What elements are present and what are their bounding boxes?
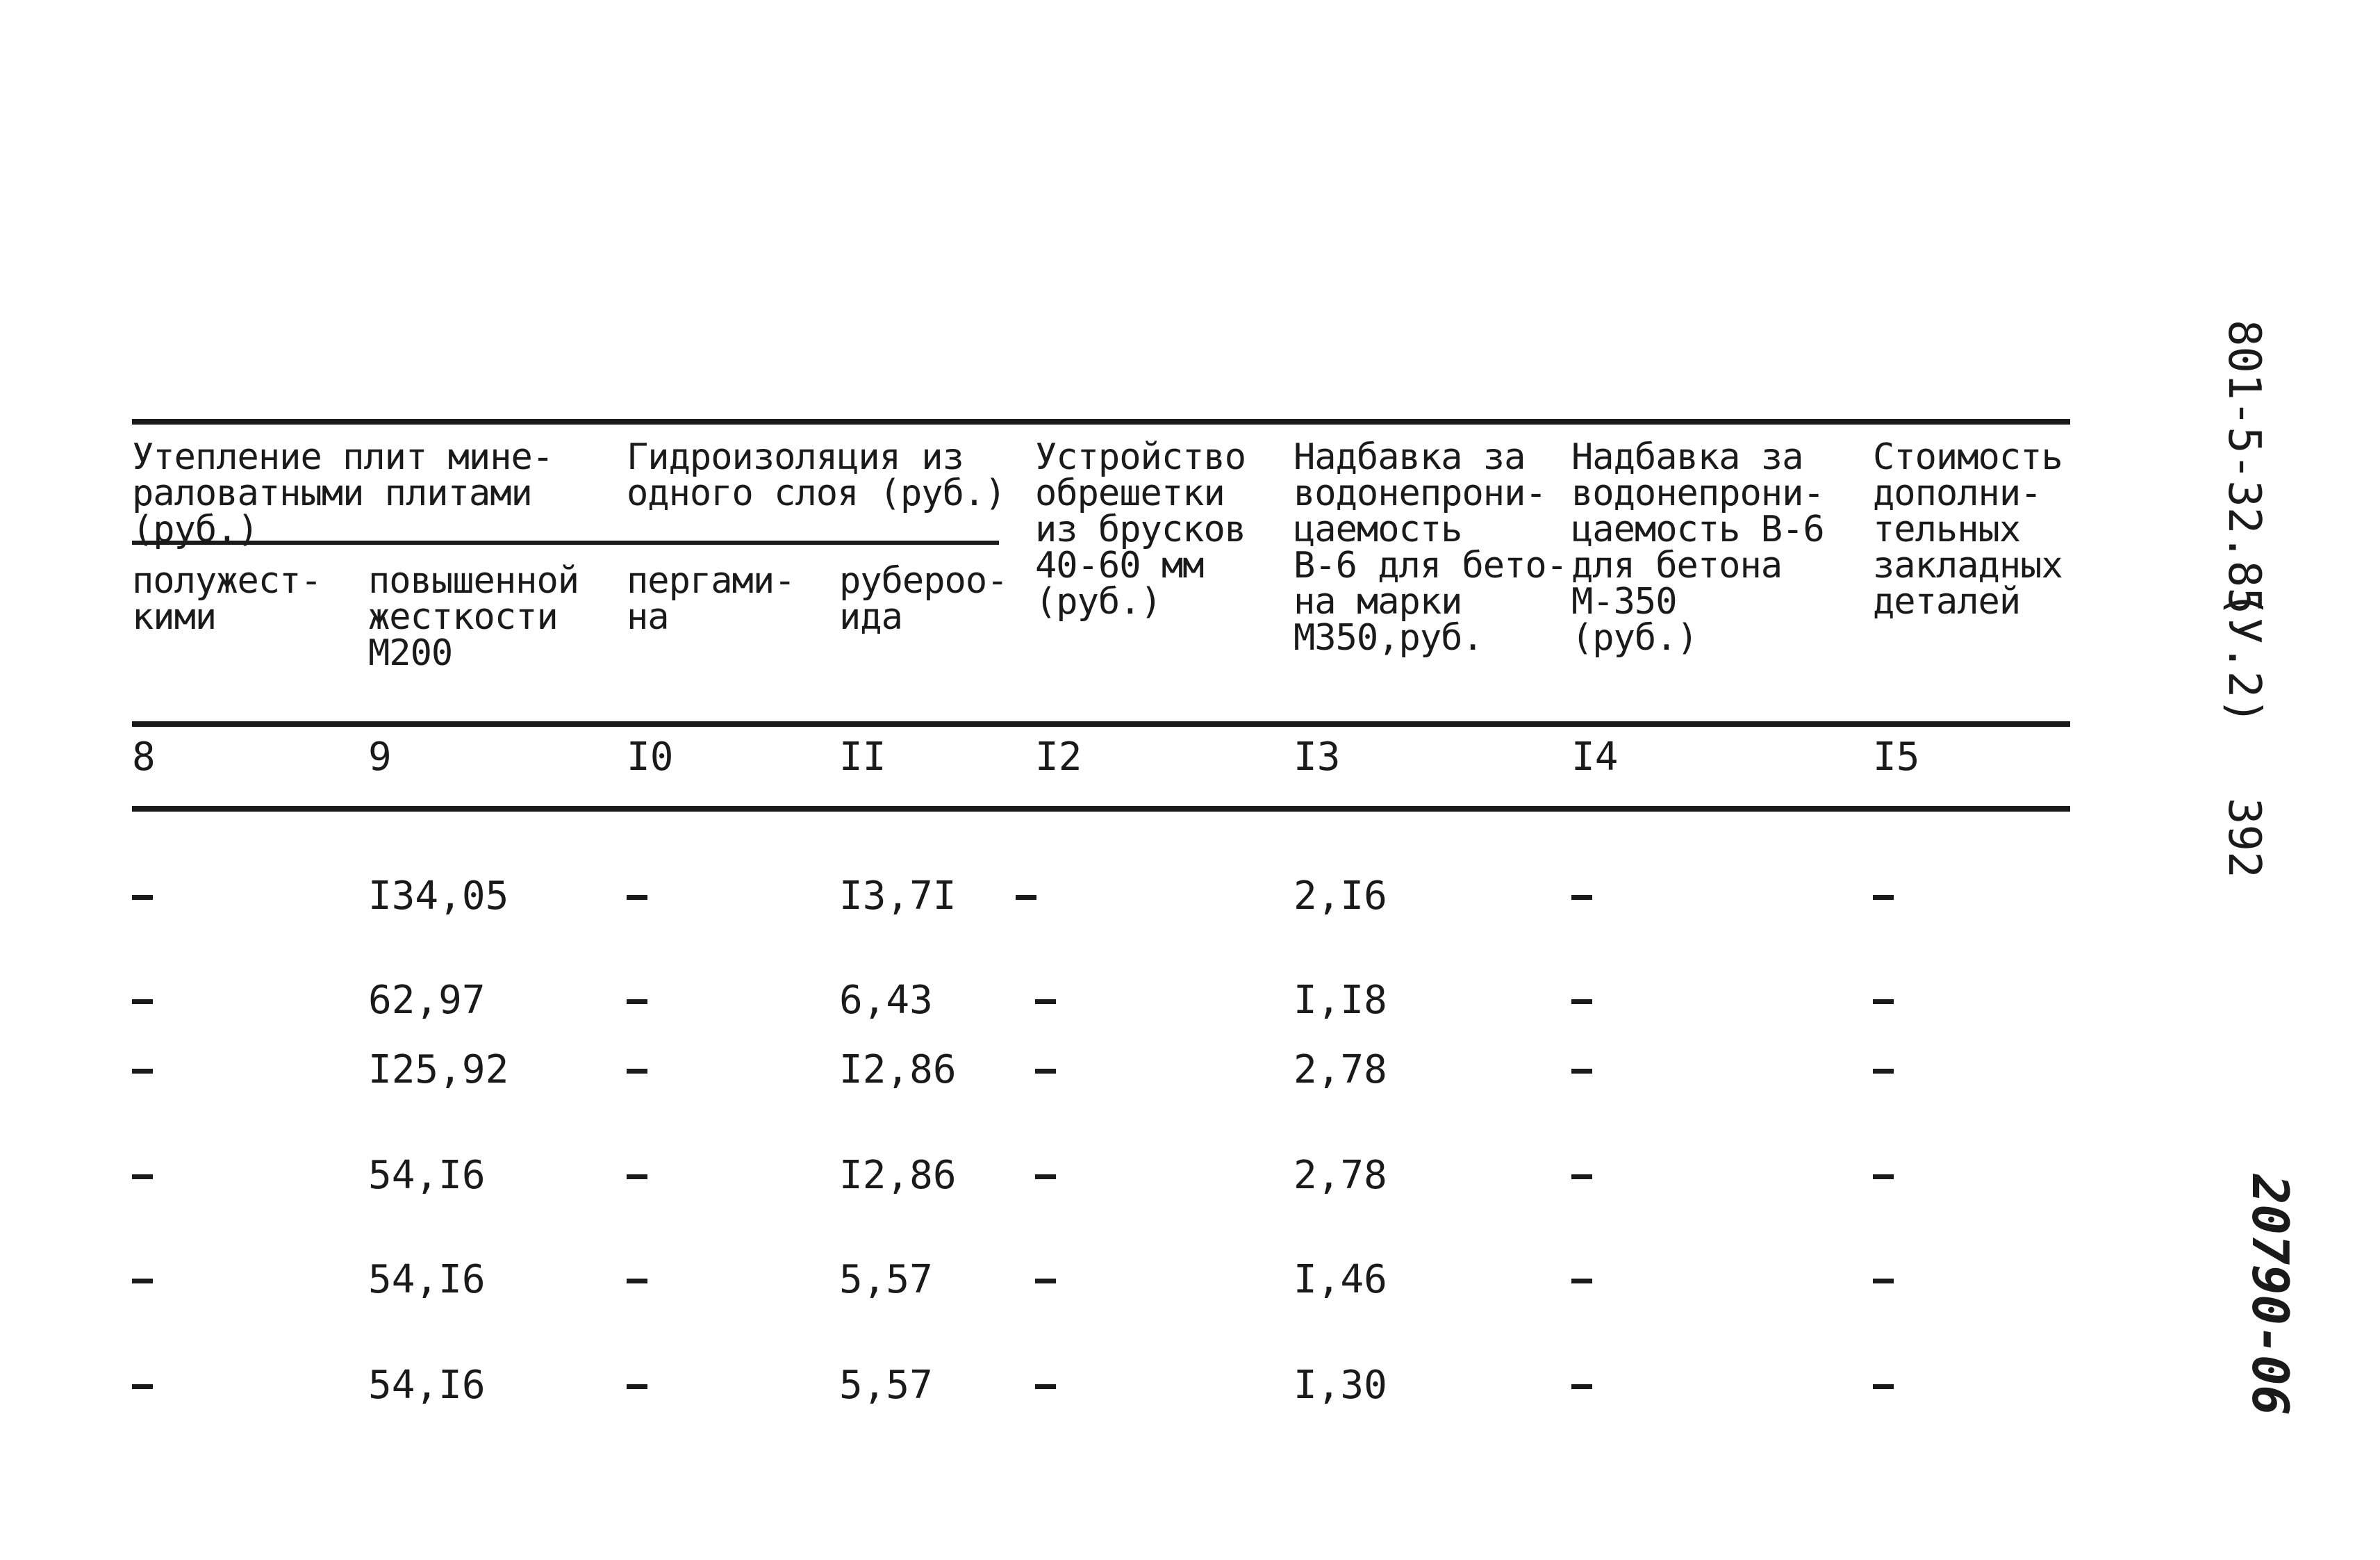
column-number: I0 [627, 734, 674, 780]
cell-col9: 62,97 [368, 978, 486, 1023]
cell-col10 [627, 1051, 650, 1090]
cell-col9: 54,I6 [368, 1257, 486, 1302]
group-rule-waterproofing [618, 541, 999, 545]
column-number: I5 [1873, 734, 1920, 780]
cell-col9: I34,05 [368, 873, 509, 919]
table-top-rule [132, 419, 2070, 425]
cell-col8 [132, 1366, 156, 1405]
cell-col15 [1873, 1051, 1896, 1090]
archive-number: 20790-06 [2241, 1174, 2299, 1415]
cell-col11: I2,86 [839, 1153, 957, 1198]
cell-col15 [1873, 877, 1896, 916]
cell-col14 [1571, 1366, 1595, 1405]
cell-col13: 2,78 [1294, 1047, 1387, 1092]
cell-col9: 54,I6 [368, 1363, 486, 1408]
cell-col14 [1571, 877, 1595, 916]
header-col15: Стоимость дополни- тельных закладных деталей [1873, 436, 2063, 623]
cell-col10 [627, 1156, 650, 1195]
header-col10: пергами- на [627, 560, 795, 638]
header-col8: полужест- кими [132, 560, 322, 638]
cell-col15 [1873, 1156, 1896, 1195]
cell-col15 [1873, 1261, 1896, 1299]
cell-col11: I2,86 [839, 1047, 957, 1092]
column-number: I4 [1571, 734, 1619, 780]
page-number: 392 [2218, 798, 2270, 878]
cell-col12 [1035, 981, 1059, 1020]
header-waterproofing-group: Гидроизоляция из одного слоя (руб.) [627, 436, 1006, 514]
cell-col11: 6,43 [839, 978, 933, 1023]
column-number: II [839, 734, 886, 780]
cell-col11: 5,57 [839, 1363, 933, 1408]
cell-col9: 54,I6 [368, 1153, 486, 1198]
volume-label: (У.2) [2218, 591, 2270, 725]
header-bottom-rule [132, 721, 2070, 727]
cell-col11: I3,7I [839, 873, 957, 919]
cell-col8 [132, 1156, 156, 1195]
column-number: 9 [368, 734, 392, 780]
cell-col12 [1035, 877, 1059, 916]
column-numbers-rule [132, 806, 2070, 812]
header-col14: Надбавка за водонепрони- цаемость В-6 для бетона М-350 (руб.) [1571, 436, 1824, 659]
cell-col10 [627, 1261, 650, 1299]
cell-col13: I,46 [1294, 1257, 1387, 1302]
cell-col12 [1035, 1366, 1059, 1405]
cell-col15 [1873, 981, 1896, 1020]
doc-code-label: 801-5-32.85 [2218, 320, 2270, 614]
column-number: I2 [1035, 734, 1082, 780]
cell-col12 [1035, 1156, 1059, 1195]
header-col9: повышенной жесткости М200 [368, 560, 579, 674]
header-col13: Надбавка за водонепрони- цаемость В-6 для бето- на марки М350,руб. [1294, 436, 1567, 659]
column-number: I3 [1294, 734, 1341, 780]
cell-col13: I,30 [1294, 1363, 1387, 1408]
cell-col14 [1571, 981, 1595, 1020]
cell-col13: 2,78 [1294, 1153, 1387, 1198]
cell-col8 [132, 877, 156, 916]
header-col11: рубероо- ида [839, 560, 1008, 638]
cell-col14 [1571, 1051, 1595, 1090]
cell-col8 [132, 1261, 156, 1299]
cell-col11: 5,57 [839, 1257, 933, 1302]
column-number: 8 [132, 734, 156, 780]
cell-col12 [1035, 1261, 1059, 1299]
cell-col10 [627, 877, 650, 916]
cell-col10 [627, 1366, 650, 1405]
cell-col12 [1035, 1051, 1059, 1090]
header-insulation-group: Утепление плит мине- раловатными плитами (руб.) [132, 436, 554, 550]
dash-mark [1016, 895, 1036, 900]
cell-col10 [627, 981, 650, 1020]
cell-col14 [1571, 1261, 1595, 1299]
cell-col8 [132, 1051, 156, 1090]
cell-col15 [1873, 1366, 1896, 1405]
cell-col14 [1571, 1156, 1595, 1195]
cell-col8 [132, 981, 156, 1020]
header-col12: Устройство обрешетки из брусков 40-60 мм (руб.) [1035, 436, 1246, 623]
cell-col9: I25,92 [368, 1047, 509, 1092]
cell-col13: 2,I6 [1294, 873, 1387, 919]
cell-col13: I,I8 [1294, 978, 1387, 1023]
